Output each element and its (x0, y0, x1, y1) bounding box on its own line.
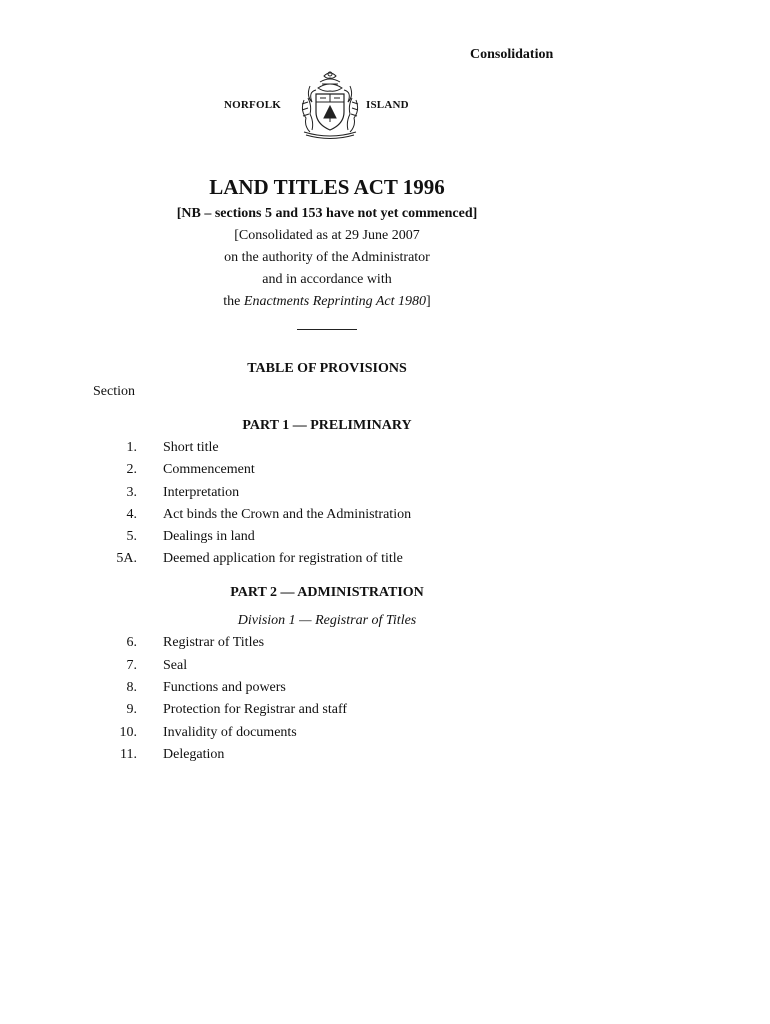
toc-entry[interactable] (0, 462, 600, 480)
toc-entry-number: 8. (126, 680, 137, 695)
toc-entry-number: 9. (126, 702, 137, 717)
toc-entry-title: Commencement (163, 462, 255, 477)
toc-heading: TABLE OF PROVISIONS (247, 361, 407, 376)
toc-entry[interactable] (0, 680, 600, 698)
toc-entry-number: 5A. (116, 551, 137, 566)
toc-entry-title: Interpretation (163, 485, 240, 500)
toc-entry-number: 4. (126, 507, 137, 522)
toc-entry[interactable] (0, 725, 600, 743)
toc-entry[interactable] (0, 485, 600, 503)
title-divider (297, 329, 357, 330)
toc-entry[interactable] (0, 529, 600, 547)
toc-entry-number: 7. (126, 658, 137, 673)
division-1-heading: Division 1 — Registrar of Titles (237, 613, 417, 628)
toc-entry-number: 5. (126, 529, 137, 544)
authority-line: on the authority of the Administrator (224, 250, 430, 265)
state-name-left: NORFOLK (224, 99, 282, 111)
toc-entry-title: Functions and powers (163, 680, 286, 695)
reprinting-act-name: Enactments Reprinting Act 1980 (243, 294, 427, 309)
toc-entry-title: Delegation (163, 747, 225, 762)
toc-entry-number: 1. (126, 440, 137, 455)
reprinting-suffix: ] (426, 294, 431, 309)
toc-entry[interactable] (0, 702, 600, 720)
toc-entry[interactable] (0, 440, 600, 458)
act-title: LAND TITLES ACT 1996 (209, 175, 445, 199)
section-column-label: Section (93, 384, 135, 399)
toc-entry-title: Seal (163, 658, 188, 673)
toc-entry-title: Act binds the Crown and the Administration (163, 507, 412, 522)
toc-entry-title: Protection for Registrar and staff (163, 702, 348, 717)
toc-entry-number: 3. (126, 485, 137, 500)
toc-entry-title: Dealings in land (163, 529, 255, 544)
toc-entry[interactable] (0, 635, 600, 653)
coat-of-arms-icon (296, 70, 364, 140)
reprinting-prefix: the (223, 294, 244, 309)
toc-entry-number: 6. (126, 635, 137, 650)
accordance-line: and in accordance with (262, 272, 392, 287)
toc-entry[interactable] (0, 658, 600, 676)
toc-entry-number: 11. (120, 747, 137, 762)
toc-entry-title: Deemed application for registration of title (163, 551, 403, 566)
reprinting-act-line (0, 294, 654, 310)
commencement-note: [NB – sections 5 and 153 have not yet commenced] (176, 206, 478, 221)
toc-entry[interactable] (0, 507, 600, 525)
toc-entry-title: Invalidity of documents (163, 725, 297, 740)
toc-entry-number: 10. (119, 725, 137, 740)
consolidation-label: Consolidation (470, 47, 554, 62)
toc-entry-number: 2. (126, 462, 137, 477)
toc-entry[interactable] (0, 747, 600, 765)
state-name-right: ISLAND (366, 99, 409, 111)
toc-entry-title: Registrar of Titles (163, 635, 265, 650)
toc-entry-title: Short title (163, 440, 219, 455)
consolidation-date-line: [Consolidated as at 29 June 2007 (234, 228, 420, 243)
part-2-heading: PART 2 — ADMINISTRATION (230, 585, 424, 600)
toc-entry[interactable] (0, 551, 600, 569)
part-1-heading: PART 1 — PRELIMINARY (242, 418, 412, 433)
